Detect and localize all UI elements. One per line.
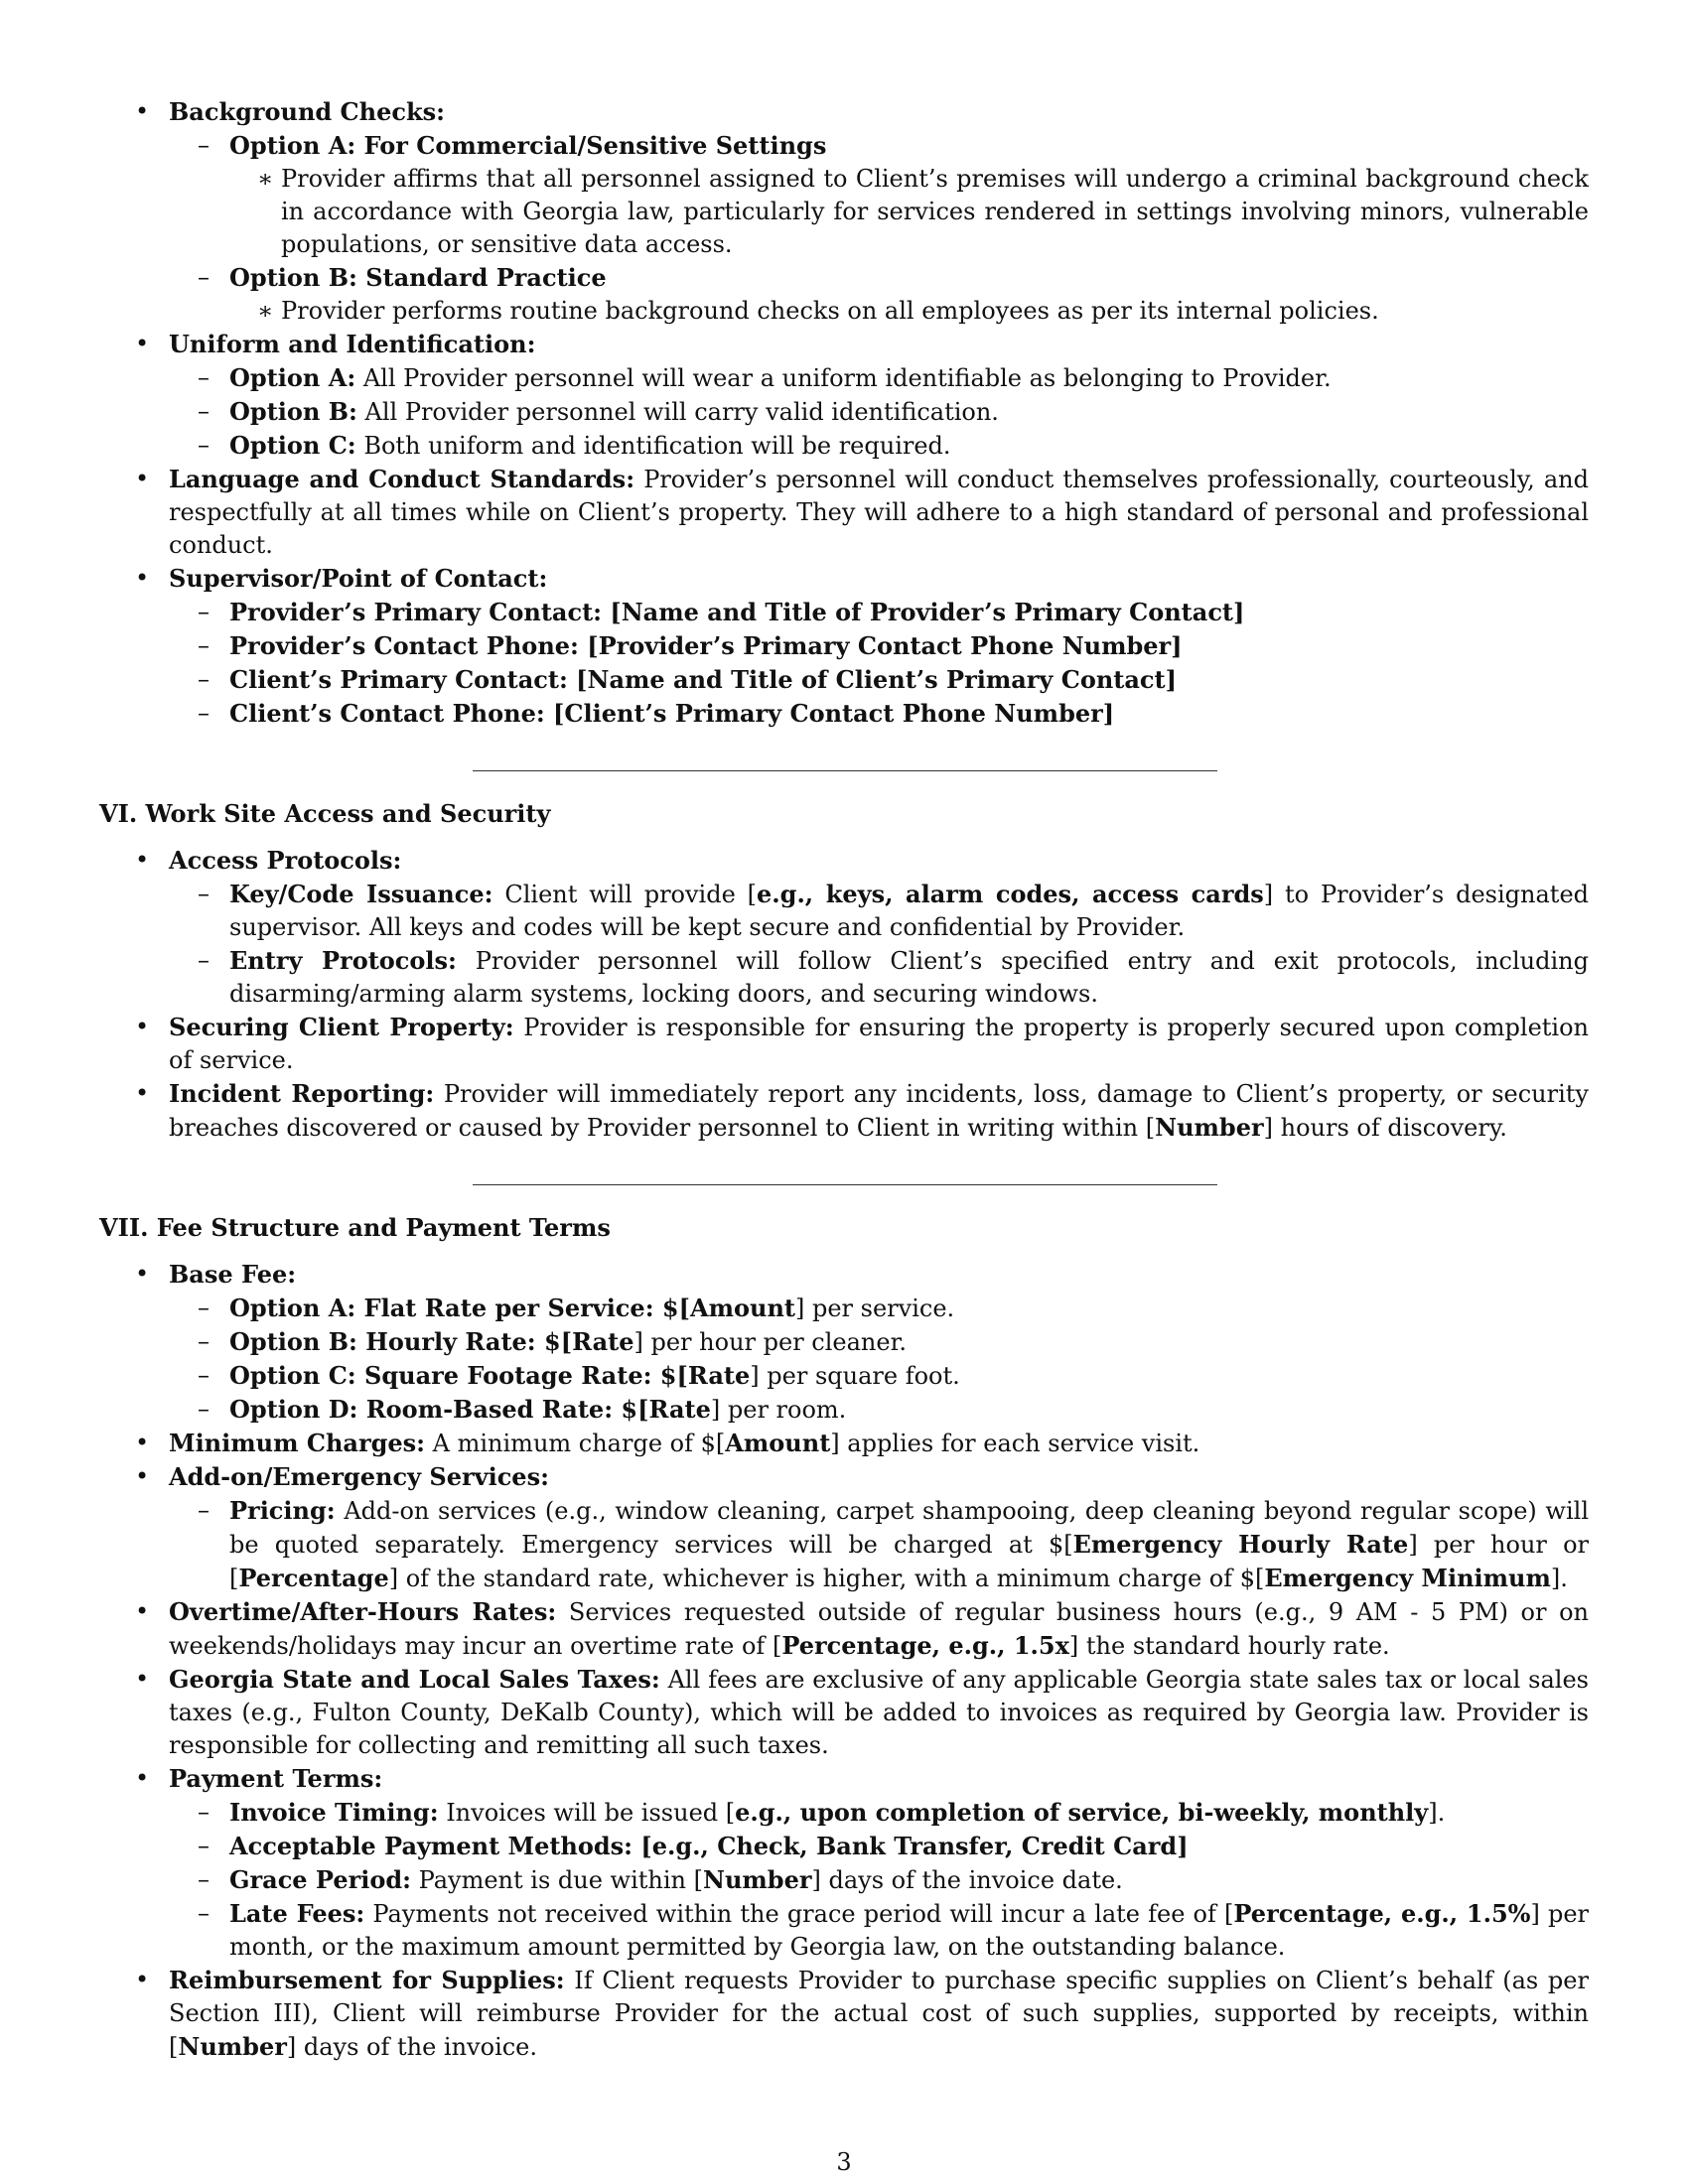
list-item-securing: • Securing Client Property: Provider is responsible for ensuring the property is properly secured upon completion of service. — [135, 1013, 1589, 1074]
bullet-icon: • — [135, 1966, 150, 1993]
list-item-base-option: – Option D: Room-Based Rate: $[Rate] per room. — [198, 1395, 847, 1424]
dash-icon: – — [198, 699, 210, 727]
list-item-base-option: – Option C: Square Footage Rate: $[Rate] per square foot. — [198, 1361, 960, 1390]
dash-icon: – — [198, 665, 210, 693]
bullet-icon: • — [135, 1665, 150, 1693]
document-page — [99, 95, 1589, 2064]
list-item-contact: – Provider’s Contact Phone: [Provider’s Primary Contact Phone Number] — [198, 631, 1183, 660]
list-item-pricing: – Pricing: Add-on services (e.g., window cleaning, carpet shampooing, deep cleaning beyond regular scope) will be quoted separately. Emergency services will be charged at $[Emergency Hourly Rate] per hour or [Percentage] of the standard rate, whichever is higher, with a minimum charge of $[Emergency Minimum]. — [198, 1496, 1589, 1592]
list-item-overtime: • Overtime/After-Hours Rates: Services requested outside of regular business hours (e.g., 9 AM - 5 PM) or on weekends/holidays may incur an overtime rate of [Percentage, e.g., 1.5x] the standard hourly rate. — [135, 1597, 1589, 1660]
dash-icon: – — [198, 1496, 210, 1524]
dash-icon: – — [198, 397, 210, 425]
dash-icon: – — [198, 880, 210, 907]
list-item-late-fees: – Late Fees: Payments not received within the grace period will incur a late fee of [Percentage, e.g., 1.5%] per month, or the maximum amount permitted by Georgia law, on the outstanding balance. — [198, 1899, 1590, 1961]
list-item-contact: – Client’s Primary Contact: [Name and Title of Client’s Primary Contact] — [198, 665, 1177, 694]
dash-icon: – — [198, 1327, 210, 1355]
list-item-entry-protocols: – Entry Protocols: Provider personnel will follow Client’s specified entry and exit protocols, including disarming/arming alarm systems, locking doors, and securing windows. — [198, 946, 1589, 1008]
list-item-key-issuance: – Key/Code Issuance: Client will provide [e.g., keys, alarm codes, access cards] to Provider’s designated supervisor. All keys and codes will be kept secure and confidential by Provider. — [198, 880, 1590, 941]
bullet-icon: • — [135, 1462, 150, 1490]
bullet-icon: • — [135, 97, 150, 125]
list-item-access-protocols: • Access Protocols: – Key/Code Issuance: Client will provide [e.g., keys, alarm codes, access cards] to Provider’s designated supervisor. All keys and codes will be kept secure and confidential by Provider. – Entry Protocols: Provider personnel will follow Client’s specified entry and exit protocols, including disarming/arming alarm systems, locking doors, and securing windows. — [99, 844, 1589, 1011]
list-section-6 — [99, 844, 1589, 1145]
list-item-uniform: • Uniform and Identification: – Option A: All Provider personnel will wear a uniform identifiable as belonging to Provider. – Option B: All Provider personnel will carry valid identification. – Option C: Both uniform and identification will be required. — [99, 328, 1589, 463]
dash-icon: – — [198, 1395, 210, 1423]
asterisk-icon: ∗ — [257, 165, 274, 193]
list-item-invoice-timing: – Invoice Timing: Invoices will be issued [e.g., upon completion of service, bi-weekly, monthly]. — [198, 1798, 1446, 1827]
list-item-uniform-b: – Option B: All Provider personnel will carry valid identification. — [198, 397, 999, 426]
list-item-bg-option-b: – Option B: Standard Practice ∗ Provider performs routine background checks on all employees as per its internal policies. — [169, 261, 1589, 328]
dash-icon: – — [198, 363, 210, 391]
dash-icon: – — [198, 1361, 210, 1389]
dash-icon: – — [198, 598, 210, 625]
list-section-7 — [99, 1258, 1589, 2064]
section-7-title: VII. Fee Structure and Payment Terms — [99, 1213, 611, 1242]
dash-icon: – — [198, 1798, 210, 1826]
list-item-base-option: – Option B: Hourly Rate: $[Rate] per hour per cleaner. — [198, 1327, 908, 1356]
bullet-icon: • — [135, 1013, 150, 1040]
horizontal-rule — [473, 1184, 1217, 1185]
list-item-payment-terms: • Payment Terms: – Invoice Timing: Invoices will be issued [e.g., upon completion of service, bi-weekly, monthly]. – Acceptable Payment Methods: [e.g., Check, Bank Transfer, Credit Card] – Grace Period: Payment is due within [Number] days of the invoice date. – Late Fees: Payments not received within the grace period will incur a late fee of [Percentage, e.g., 1.5%] per month, or the maximum amount permitted by Georgia law, on the outstanding balance. — [99, 1762, 1589, 1964]
bullet-icon: • — [135, 1260, 150, 1288]
list-item-uniform-a: – Option A: All Provider personnel will wear a uniform identifiable as belonging to Provider. — [198, 363, 1332, 392]
list-item-taxes: • Georgia State and Local Sales Taxes: All fees are exclusive of any applicable Georgia state sales tax or local sales taxes (e.g., Fulton County, DeKalb County), which will be added to invoices as required by Georgia law. Provider is responsible for collecting and remitting all such taxes. — [135, 1665, 1589, 1759]
list-item-payment-methods: – Acceptable Payment Methods: [e.g., Check, Bank Transfer, Credit Card] — [198, 1832, 1189, 1860]
dash-icon: – — [198, 631, 210, 659]
dash-icon: – — [198, 1865, 210, 1893]
dash-icon: – — [198, 946, 210, 974]
list-part-5-cont — [99, 95, 1589, 731]
section-6-title: VI. Work Site Access and Security — [99, 799, 551, 828]
list-item-bg-option-a: – Option A: For Commercial/Sensitive Settings ∗ Provider affirms that all personnel assigned to Client’s premises will undergo a criminal background check in accordance with Georgia law, particularly for services rendered in settings involving minors, vulnerable populations, or sensitive data access. — [169, 129, 1589, 261]
list-item-reimbursement: • Reimbursement for Supplies: If Client requests Provider to purchase specific supplies on Client’s behalf (as per Section III), Client will reimburse Provider for the actual cost of such supplies, supported by receipts, within [Number] days of the invoice. — [135, 1966, 1589, 2061]
list-item-incident: • Incident Reporting: Provider will immediately report any incidents, loss, damage to Client’s property, or security breaches discovered or caused by Provider personnel to Client in writing within [Number] hours of discovery. — [135, 1079, 1589, 1142]
bullet-icon: • — [135, 1597, 150, 1625]
dash-icon: – — [198, 131, 210, 159]
bullet-icon: • — [135, 1079, 150, 1107]
list-item-bg-option-b-text: ∗ Provider performs routine background checks on all employees as per its internal policies. — [229, 295, 1589, 328]
list-item-base-option: – Option A: Flat Rate per Service: $[Amount] per service. — [198, 1294, 955, 1322]
dash-icon: – — [198, 263, 210, 291]
list-item-addon: • Add-on/Emergency Services: – Pricing: Add-on services (e.g., window cleaning, carpet shampooing, deep cleaning beyond regular scope) will be quoted separately. Emergency services will be charged at $[Emergency Hourly Rate] per hour or [Percentage] of the standard rate, whichever is higher, with a minimum charge of $[Emergency Minimum]. — [99, 1460, 1589, 1595]
list-item-grace-period: – Grace Period: Payment is due within [Number] days of the invoice date. — [198, 1865, 1123, 1894]
bullet-icon: • — [135, 564, 150, 592]
list-item-contact: – Provider’s Primary Contact: [Name and Title of Provider’s Primary Contact] — [198, 598, 1245, 626]
dash-icon: – — [198, 1899, 210, 1927]
bullet-icon: • — [135, 330, 150, 357]
bullet-icon: • — [135, 1764, 150, 1792]
asterisk-icon: ∗ — [257, 297, 274, 325]
horizontal-rule — [473, 770, 1217, 771]
bullet-icon: • — [135, 1429, 150, 1456]
dash-icon: – — [198, 1832, 210, 1859]
list-item-conduct: • Language and Conduct Standards: Provider’s personnel will conduct themselves professionally, courteously, and respectfully at all times while on Client’s property. They will adhere to a high standard of personal and professional conduct. — [135, 465, 1589, 559]
list-item-uniform-c: – Option C: Both uniform and identification will be required. — [198, 431, 951, 460]
list-item-minimum-charges: • Minimum Charges: A minimum charge of $[Amount] applies for each service visit. — [135, 1429, 1200, 1457]
list-item-contacts: • Supervisor/Point of Contact: – Provider’s Primary Contact: [Name and Title of Provider’s Primary Contact] – Provider’s Contact Phone: [Provider’s Primary Contact Phone Number] – Client’s Primary Contact: [Name and Title of Client’s Primary Contact] – Client’s Contact Phone: [Client’s Primary Contact Phone Number] — [99, 562, 1589, 731]
page-number: 3 — [836, 2148, 852, 2176]
list-item-background-checks: • Background Checks: – Option A: For Commercial/Sensitive Settings ∗ Provider affirms that all personnel assigned to Client’s premises will undergo a criminal background check in accordance with Georgia law, particularly for services rendered in settings involving minors, vulnerable populations, or sensitive data access. – Option B: Standard Practice ∗ Provider performs routine background checks on all employees as per its internal policies. — [99, 95, 1589, 328]
list-item-base-fee: • Base Fee: – Option A: Flat Rate per Service: $[Amount] per service. – Option B: Hourly Rate: $[Rate] per hour per cleaner. – Option C: Square Footage Rate: $[Rate] per square foot. – Option D: Room-Based Rate: $[Rate] per room. — [99, 1258, 1589, 1427]
bullet-icon: • — [135, 465, 150, 492]
dash-icon: – — [198, 1294, 210, 1321]
list-item-contact: – Client’s Contact Phone: [Client’s Primary Contact Phone Number] — [198, 699, 1115, 728]
dash-icon: – — [198, 431, 210, 459]
bullet-icon: • — [135, 846, 150, 874]
list-item-bg-option-a-text: ∗ Provider affirms that all personnel assigned to Client’s premises will undergo a criminal background check in accordance with Georgia law, particularly for services rendered in settings involving minors, vulnerable populations, or sensitive data access. — [257, 165, 1589, 258]
